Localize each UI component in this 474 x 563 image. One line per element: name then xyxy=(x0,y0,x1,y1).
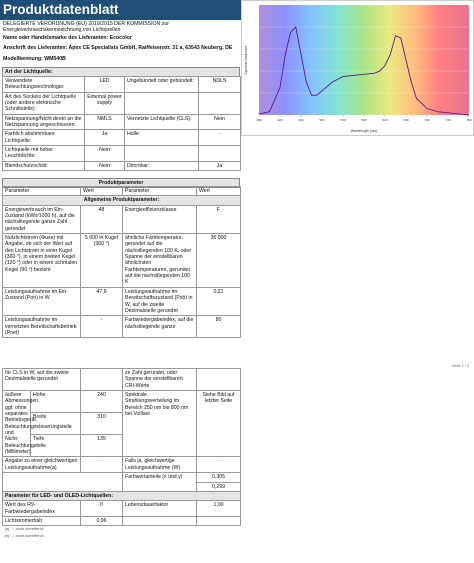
table-row xyxy=(3,391,241,413)
table-cell: Wert des R9-Farbwiedergabeindex xyxy=(3,501,81,517)
x-axis-label: Wavelength (nm) xyxy=(350,129,378,133)
table-cell: äußere Abmessungen, ggf. ohne separates Betriebsgerät, Beleuchtungssteuerungsteile und Nicht-Beleuchtungsteile (Millimeter) xyxy=(3,391,31,457)
table-cell: Siehe Bild auf letzter Seite xyxy=(197,391,241,457)
section-row xyxy=(3,491,241,500)
page-title: Produktdatenblatt xyxy=(3,2,119,17)
table-cell: 0,299 xyxy=(197,482,241,491)
table-cell: Nein xyxy=(85,161,125,170)
table-cell: 5 600 in Kugel (360 °) xyxy=(81,234,123,288)
table-cell: Ja xyxy=(199,161,241,170)
table-cell: Höhe xyxy=(31,391,81,413)
table-cell xyxy=(197,516,241,525)
table-cell: 48 xyxy=(81,205,123,233)
x-tick-label: 380 xyxy=(256,118,262,122)
x-tick-label: 580 xyxy=(361,118,367,122)
table-row xyxy=(3,316,241,338)
table-cell: - xyxy=(199,130,241,146)
table-cell xyxy=(199,146,241,162)
table-cell: Art des Sockels der Lichtquelle (oder andere elektrische Schnittstelle) xyxy=(3,92,85,114)
table-cell: Dimmbar: xyxy=(125,161,199,170)
table-cell: 80 xyxy=(197,316,241,338)
x-tick-label: 740 xyxy=(445,118,451,122)
table-row xyxy=(3,161,241,170)
table-cell: 36 000 xyxy=(197,234,241,288)
table-cell: LED xyxy=(85,77,125,93)
x-tick-label: 780 xyxy=(466,118,472,122)
product-params-table xyxy=(2,186,241,338)
section-row xyxy=(3,196,241,205)
table-cell xyxy=(125,146,199,162)
model-id: Modellkennung: WM540B xyxy=(3,56,66,62)
table-cell xyxy=(199,92,241,114)
table-cell: Leistungsaufnahme im Bereitschaftszustand (Psb) in W, auf die zweite Dezimalstelle gerundet xyxy=(123,287,197,315)
table-header-row xyxy=(3,187,241,196)
table-cell: Breite xyxy=(31,413,81,435)
table-cell: 0,96 xyxy=(81,516,123,525)
footnote-row xyxy=(3,533,241,540)
x-tick-label: 700 xyxy=(424,118,430,122)
table-row xyxy=(3,234,241,288)
table-cell: Hülle: xyxy=(125,130,199,146)
table-cell: Farblich abstimmbare Lichtquelle: xyxy=(3,130,85,146)
table-row xyxy=(3,516,241,525)
table-cell: ähnliche Farbtemperatur, gerundet auf die nächstliegenden 100 K, oder Spanne der einstellbaren ähnlichsten Farbtemperaturen, gerundet auf die nächstliegenden 100 K xyxy=(123,234,197,288)
table-cell xyxy=(125,92,199,114)
table-cell: Leistungsaufnahme im Ein-Zustand (Pon) in W xyxy=(3,287,81,315)
table-cell: Wert xyxy=(197,187,241,196)
x-tick-label: 540 xyxy=(340,118,346,122)
spectral-distribution-chart xyxy=(241,0,474,136)
table-cell xyxy=(81,369,123,391)
table-cell: 0,21 xyxy=(197,287,241,315)
table-cell: Energieverbrauch im Ein-Zustand (kWh/1000 h), auf die nächstliegende ganze Zahl gerundet xyxy=(3,205,81,233)
table-cell: 310 xyxy=(81,413,123,435)
table-cell: Parameter xyxy=(3,187,81,196)
table-cell: Parameter xyxy=(123,187,197,196)
table-cell: Farbwiedergabeindex, auf die nächstliegende ganze xyxy=(123,316,197,338)
table-cell: Falls ja, gleichwertige Leistungsaufnahme (W) xyxy=(123,457,197,473)
x-tick-label: 660 xyxy=(403,118,409,122)
product-params-title: Produktparameter xyxy=(2,178,240,188)
table-cell: Nutzlichtstrom (Φuse) mit Angabe, ob sich der Wert auf den Lichtstrom in einer Kugel (360 °), in einem breiten Kegel (120 °) oder in einem schmalen Kegel (90 °) bezieht xyxy=(3,234,81,288)
table-cell: Nein xyxy=(85,146,125,162)
table-cell: Ungebündelt oder gebündelt: xyxy=(125,77,199,93)
table-row xyxy=(3,369,241,391)
table-cell: - xyxy=(81,316,123,338)
table-row xyxy=(3,130,241,146)
table-cell xyxy=(197,369,241,391)
table-cell: Nein xyxy=(199,114,241,130)
table-cell: Spektrale Strahlungsverteilung im Bereich 250 nm bis 800 nm bei Volllast xyxy=(123,391,197,457)
table-cell: ze Zahl gerundet, oder Spanne der einstellbaren CRI-Werte xyxy=(123,369,197,391)
table-cell: Verwendete Beleuchtungstechnologie: xyxy=(3,77,85,93)
x-tick-label: 420 xyxy=(277,118,283,122)
table-cell: Angabe zu einer gleichwertigen Leistungsaufnahme(a) xyxy=(3,457,81,473)
table-cell: F xyxy=(197,205,241,233)
table-cell: für CLS in W, auf die zweite Dezimalstelle gerundet xyxy=(3,369,81,391)
footnote-row xyxy=(3,526,241,533)
table-cell: Lebensdauerfaktor xyxy=(123,501,197,517)
table-cell: NMLS xyxy=(85,114,125,130)
x-tick-label: 460 xyxy=(298,118,304,122)
table-cell: Leistungsaufnahme im vernetzten Bereitschaftsbetrieb (Pnet) xyxy=(3,316,81,338)
table-row xyxy=(3,77,241,93)
x-tick-label: 500 xyxy=(319,118,325,122)
table-cell: NDLS xyxy=(199,77,241,93)
regulation-text: DELEGIERTE VERORDNUNG (EU) 2019/2015 DER KOMMISSION zur Energieverbrauchskennzeichnung von Lichtquellen xyxy=(3,21,169,34)
table-cell xyxy=(123,516,197,525)
table-cell: 135 xyxy=(81,435,123,457)
table-cell: Wert xyxy=(81,187,123,196)
table-cell: Netzspannung/Nicht direkt an die Netzspannung angeschlossen: xyxy=(3,114,85,130)
product-params-continued xyxy=(2,368,241,540)
y-axis-label: Spectral irradiance xyxy=(244,45,248,75)
table-cell: 47,9 xyxy=(81,287,123,315)
table-row xyxy=(3,473,241,482)
table-row xyxy=(3,114,241,130)
table-cell: Lichtstromerhalt xyxy=(3,516,81,525)
supplier-name: Name oder Handelsmarke des Lieferanten: Ecocolor xyxy=(3,35,132,41)
light-source-type-header: Art der Lichtquelle: xyxy=(2,67,240,77)
table-row xyxy=(3,146,241,162)
title-banner xyxy=(0,0,241,20)
table-cell: 1,00 xyxy=(197,501,241,517)
table-cell xyxy=(3,473,123,492)
table-row xyxy=(3,92,241,114)
page-number: Seite 1 / 3 xyxy=(452,364,470,368)
light-source-type-table xyxy=(2,76,241,171)
x-tick-label: 620 xyxy=(382,118,388,122)
table-cell: - xyxy=(81,457,123,473)
table-cell: Blendschutzschild: xyxy=(3,161,85,170)
table-cell: - xyxy=(197,457,241,473)
table-row xyxy=(3,501,241,517)
table-cell: Tiefe xyxy=(31,435,81,457)
table-cell: External power supply xyxy=(85,92,125,114)
table-row xyxy=(3,287,241,315)
visible-spectrum-band xyxy=(259,5,469,115)
table-cell: Parameter für LED- und OLED-Lichtquellen: xyxy=(3,491,241,500)
table-cell: 240 xyxy=(81,391,123,413)
table-row xyxy=(3,457,241,473)
supplier-address: Anschrift des Lieferanten: Apex CE Specialists GmbH, Raiffeisenstr. 31 a, 63543 Neuberg, DE xyxy=(3,45,233,51)
table-cell: 0,305 xyxy=(197,473,241,482)
footnote: (a) '-': nicht zutreffend; xyxy=(4,526,44,532)
table-cell: Farbwertanteile (x und y) xyxy=(123,473,197,492)
footnote: (b) '-': nicht zutreffend; xyxy=(4,533,44,539)
table-row xyxy=(3,205,241,233)
table-cell: Energieeffizienzklasse xyxy=(123,205,197,233)
table-cell: Vernetzte Lichtquelle (CLS): xyxy=(125,114,199,130)
table-cell: Allgemeine Produktparameter: xyxy=(3,196,241,205)
table-cell: 0 xyxy=(81,501,123,517)
table-cell: Lichtquelle mit hoher Leuchtdichte: xyxy=(3,146,85,162)
table-cell: Ja xyxy=(85,130,125,146)
